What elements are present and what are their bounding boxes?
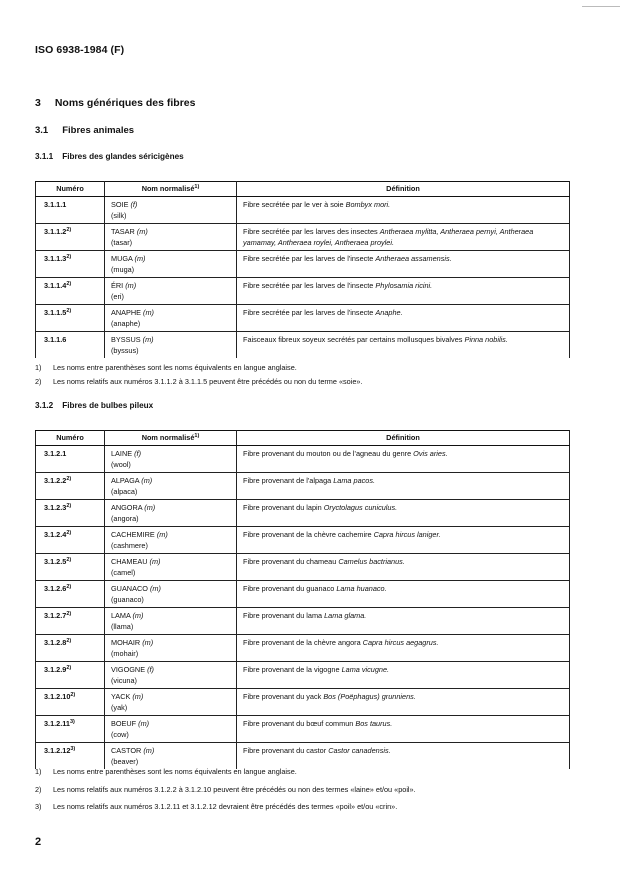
row-standard-name <box>105 581 237 608</box>
grammatical-gender: (m) <box>143 308 154 317</box>
fibre-name: VIGOGNE <box>111 665 146 674</box>
header-numero: Numéro <box>36 431 105 446</box>
definition-text: Fibre provenant du lama <box>243 611 325 620</box>
row-definition <box>237 278 570 305</box>
row-standard-name <box>105 197 237 224</box>
row-standard-name <box>105 305 237 332</box>
footnote-text: Les noms relatifs aux numéros 3.1.2.2 à 3.1.2.10 peuvent être précédés ou non des termes «laine» et/ou «poil». <box>53 785 416 794</box>
row-number <box>36 608 105 635</box>
footnote-ref: 3) <box>70 746 76 752</box>
row-definition <box>237 689 570 716</box>
row-definition <box>237 743 570 770</box>
row-standard-name <box>105 332 237 359</box>
table-row <box>36 278 570 305</box>
footnote-text: Les noms relatifs aux numéros 3.1.2.11 et 3.1.2.12 devraient être précédés des termes «poil» et/ou «crin». <box>53 802 398 811</box>
header-numero: Numéro <box>36 182 105 197</box>
footnote-ref: 2) <box>70 692 76 698</box>
row-definition <box>237 500 570 527</box>
table-row <box>36 305 570 332</box>
fibre-name: BOEUF <box>111 719 137 728</box>
footnote-ref: 2) <box>66 254 72 260</box>
row-definition <box>237 305 570 332</box>
english-name: (beaver) <box>111 756 139 766</box>
species-name: Lama pacos. <box>333 476 376 485</box>
row-definition <box>237 446 570 473</box>
row-number-text: 3.1.2.5 <box>44 557 67 566</box>
grammatical-gender: (m) <box>144 503 156 512</box>
english-name: (wool) <box>111 459 131 469</box>
grammatical-gender: (m) <box>142 335 154 344</box>
section-3-1-2-heading <box>35 401 153 410</box>
english-name: (camel) <box>111 567 136 577</box>
species-name: Ovis aries. <box>413 449 448 458</box>
footnote-ref: 1) <box>194 433 200 439</box>
english-name: (byssus) <box>111 345 139 355</box>
definition-text: Fibre provenant du guanaco <box>243 584 337 593</box>
table-row <box>36 527 570 554</box>
footnote-ref: 1) <box>194 184 200 190</box>
table-row <box>36 500 570 527</box>
definition-text: Fibre provenant de l'alpaga <box>243 476 334 485</box>
footnote-ref: 2) <box>66 281 72 287</box>
row-standard-name <box>105 716 237 743</box>
section-3-1-heading <box>35 125 134 136</box>
row-number <box>36 500 105 527</box>
fibre-name: CACHEMIRE <box>111 530 155 539</box>
fibre-name: CHAMEAU <box>111 557 148 566</box>
fibre-name: LAMA <box>111 611 131 620</box>
fibre-name: GUANACO <box>111 584 148 593</box>
table-row <box>36 446 570 473</box>
page-number: 2 <box>35 836 42 848</box>
english-name: (eri) <box>111 291 124 301</box>
species-name: Oryctolagus cuniculus. <box>323 503 398 512</box>
row-number-text: 3.1.2.9 <box>44 665 67 674</box>
definition-text: Fibre provenant du mouton ou de l'agneau du genre <box>243 449 414 458</box>
row-definition <box>237 608 570 635</box>
row-number-text: 3.1.1.5 <box>44 308 67 317</box>
species-name: Castor canadensis. <box>328 746 391 755</box>
species-name: Antheraea assamensis. <box>375 254 452 263</box>
table-row <box>36 689 570 716</box>
table-row <box>36 581 570 608</box>
table-row <box>36 554 570 581</box>
table-header-row <box>36 182 570 197</box>
row-standard-name <box>105 446 237 473</box>
row-standard-name <box>105 473 237 500</box>
fibre-name: ÉRI <box>111 281 124 290</box>
row-standard-name <box>105 635 237 662</box>
definition-text: Fibre provenant du yack <box>243 692 324 701</box>
table-row <box>36 473 570 500</box>
row-number <box>36 527 105 554</box>
species-name: Lama vicugne. <box>341 665 390 674</box>
english-name: (muga) <box>111 264 135 274</box>
row-definition <box>237 527 570 554</box>
definition-text: Fibre provenant du lapin <box>243 503 324 512</box>
footnote-ref: 2) <box>66 557 72 563</box>
row-number <box>36 635 105 662</box>
row-number-text: 3.1.2.6 <box>44 584 67 593</box>
species-name: Lama glama. <box>324 611 367 620</box>
row-definition <box>237 554 570 581</box>
footnote-text: Les noms entre parenthèses sont les noms équivalents en langue anglaise. <box>53 363 297 372</box>
species-name: Bos (Poëphagus) grunniens. <box>323 692 416 701</box>
table-header-row <box>36 431 570 446</box>
section-title: Fibres des glandes séricigènes <box>62 152 184 161</box>
definition-text: Fibre provenant de la chèvre angora <box>243 638 363 647</box>
definition-text: Fibre provenant de la chèvre cachemire <box>243 530 374 539</box>
section-3-1-1-heading <box>35 152 184 161</box>
table-row <box>36 197 570 224</box>
definition-text: Faisceaux fibreux soyeux secrétés par certains mollusques bivalves <box>243 335 465 344</box>
species-name: Camelus bactrianus. <box>338 557 405 566</box>
footnote-ref: 2) <box>66 503 72 509</box>
section-number: 3.1.1 <box>35 152 54 161</box>
english-name: (tasar) <box>111 237 133 247</box>
definition-text: Fibre secrétée par les larves des insectes <box>243 227 380 236</box>
english-name: (guanaco) <box>111 594 144 604</box>
grammatical-gender: (f) <box>134 449 142 458</box>
section-title: Noms génériques des fibres <box>54 97 196 109</box>
row-number <box>36 278 105 305</box>
fibre-name: ANAPHE <box>111 308 142 317</box>
species-name: Anaphe. <box>375 308 403 317</box>
grammatical-gender: (m) <box>136 227 148 236</box>
fibre-name: MUGA <box>111 254 133 263</box>
row-number <box>36 305 105 332</box>
row-number <box>36 446 105 473</box>
species-name: Bombyx mori. <box>345 200 391 209</box>
section-title: Fibres animales <box>62 125 135 136</box>
grammatical-gender: (m) <box>149 584 161 593</box>
row-number <box>36 716 105 743</box>
top-rule <box>582 6 620 7</box>
footnote-mark: 2) <box>35 785 42 794</box>
fibre-name: TASAR <box>111 227 135 236</box>
species-name: Capra hircus laniger. <box>373 530 441 539</box>
footnote-ref: 3) <box>69 719 75 725</box>
fibre-name: ALPAGA <box>111 476 140 485</box>
row-standard-name <box>105 251 237 278</box>
header-definition: Définition <box>237 182 570 197</box>
table-row <box>36 332 570 359</box>
header-label: Nom normalisé <box>141 433 195 442</box>
row-number-text: 3.1.2.4 <box>44 530 67 539</box>
fibre-name: LAINE <box>111 449 133 458</box>
grammatical-gender: (f) <box>130 200 138 209</box>
section-number: 3 <box>35 97 41 109</box>
row-number <box>36 554 105 581</box>
row-number-text: 3.1.2.1 <box>44 449 67 458</box>
footnote-text: Les noms entre parenthèses sont les noms équivalents en langue anglaise. <box>53 767 297 776</box>
grammatical-gender: (m) <box>125 281 137 290</box>
species-name: Antheraea mylitta, Antheraea pernyi, Antheraea yamamay, Antheraea roylei, Antheraea proylei. <box>243 227 534 247</box>
footnote <box>35 377 363 386</box>
footnote-ref: 2) <box>66 308 72 314</box>
fibre-name: YACK <box>111 692 131 701</box>
row-standard-name <box>105 689 237 716</box>
footnote <box>35 785 416 794</box>
grammatical-gender: (m) <box>138 719 150 728</box>
document-id: ISO 6938-1984 (F) <box>35 44 125 56</box>
row-number <box>36 743 105 770</box>
header-definition: Définition <box>237 431 570 446</box>
row-number <box>36 197 105 224</box>
english-name: (llama) <box>111 621 134 631</box>
definition-text: Fibre provenant de la vigogne <box>243 665 342 674</box>
english-name: (cashmere) <box>111 540 148 550</box>
grammatical-gender: (m) <box>132 611 144 620</box>
footnote <box>35 802 397 811</box>
table-row <box>36 224 570 251</box>
fibre-name: CASTOR <box>111 746 142 755</box>
row-number-text: 3.1.1.2 <box>44 227 67 236</box>
table-row <box>36 635 570 662</box>
row-standard-name <box>105 608 237 635</box>
row-standard-name <box>105 662 237 689</box>
row-standard-name <box>105 527 237 554</box>
row-number <box>36 332 105 359</box>
species-name: Pinna nobilis. <box>464 335 508 344</box>
section-number: 3.1.2 <box>35 401 54 410</box>
definition-text: Fibre provenant du castor <box>243 746 329 755</box>
header-nom-normalise <box>105 182 237 197</box>
english-name: (mohair) <box>111 648 139 658</box>
section-title: Fibres de bulbes pileux <box>62 401 154 410</box>
footnote-ref: 2) <box>66 584 72 590</box>
row-definition <box>237 662 570 689</box>
species-name: Bos taurus. <box>355 719 393 728</box>
species-name: Capra hircus aegagrus. <box>362 638 439 647</box>
footnote <box>35 363 297 372</box>
row-number-text: 3.1.1.4 <box>44 281 67 290</box>
species-name: Phylosamia ricini. <box>375 281 433 290</box>
header-nom-normalise <box>105 431 237 446</box>
grammatical-gender: (m) <box>134 254 146 263</box>
definition-text: Fibre secrétée par les larves de l'insecte <box>243 308 376 317</box>
row-definition <box>237 251 570 278</box>
section-number: 3.1 <box>35 125 49 136</box>
row-number <box>36 689 105 716</box>
fibre-name: SOIE <box>111 200 129 209</box>
definition-text: Fibre secrétée par les larves de l'insecte <box>243 254 376 263</box>
header-label: Nom normalisé <box>141 184 195 193</box>
row-definition <box>237 197 570 224</box>
footnote-text: Les noms relatifs aux numéros 3.1.1.2 à 3.1.1.5 peuvent être précédés ou non du terme «soie». <box>53 377 363 386</box>
row-number-text: 3.1.2.8 <box>44 638 67 647</box>
grammatical-gender: (f) <box>147 665 154 674</box>
fibre-name: ANGORA <box>111 503 143 512</box>
row-number-text: 3.1.1.6 <box>44 335 67 344</box>
grammatical-gender: (m) <box>142 638 154 647</box>
row-standard-name <box>105 554 237 581</box>
table-row <box>36 608 570 635</box>
row-definition <box>237 332 570 359</box>
table-row <box>36 743 570 770</box>
footnote-mark: 1) <box>35 767 42 776</box>
footnote-mark: 2) <box>35 377 42 386</box>
row-number-text: 3.1.1.3 <box>44 254 67 263</box>
row-number <box>36 662 105 689</box>
english-name: (yak) <box>111 702 128 712</box>
table-row <box>36 662 570 689</box>
footnote-ref: 2) <box>66 611 72 617</box>
grammatical-gender: (m) <box>156 530 168 539</box>
footnote-ref: 2) <box>66 530 72 536</box>
table-row <box>36 251 570 278</box>
english-name: (vicuna) <box>111 675 137 685</box>
english-name: (silk) <box>111 210 127 220</box>
row-number <box>36 224 105 251</box>
definition-text: Fibre secrétée par les larves de l'insecte <box>243 281 376 290</box>
row-number-text: 3.1.2.10 <box>44 692 71 701</box>
row-standard-name <box>105 500 237 527</box>
row-number-text: 3.1.1.1 <box>44 200 67 209</box>
footnote-ref: 2) <box>66 665 72 671</box>
row-number-text: 3.1.2.11 <box>44 719 70 728</box>
footnote <box>35 767 297 776</box>
footnote-ref: 2) <box>66 476 72 482</box>
row-standard-name <box>105 224 237 251</box>
table-row <box>36 716 570 743</box>
footnote-mark: 1) <box>35 363 42 372</box>
english-name: (alpaca) <box>111 486 138 496</box>
row-number <box>36 473 105 500</box>
grammatical-gender: (m) <box>141 476 153 485</box>
row-number-text: 3.1.2.12 <box>44 746 71 755</box>
grammatical-gender: (m) <box>149 557 161 566</box>
section-3-heading <box>35 97 195 109</box>
footnote-ref: 2) <box>66 638 72 644</box>
row-definition <box>237 581 570 608</box>
row-standard-name <box>105 743 237 770</box>
footnote-mark: 3) <box>35 802 42 811</box>
footnote-ref: 2) <box>66 227 72 233</box>
fibre-name: MOHAIR <box>111 638 141 647</box>
row-number-text: 3.1.2.7 <box>44 611 67 620</box>
table-hair-fibres <box>35 430 570 769</box>
english-name: (anaphe) <box>111 318 141 328</box>
row-definition <box>237 716 570 743</box>
row-number <box>36 581 105 608</box>
table-silk-fibres <box>35 181 570 358</box>
definition-text: Fibre provenant du chameau <box>243 557 339 566</box>
row-number <box>36 251 105 278</box>
row-number-text: 3.1.2.2 <box>44 476 67 485</box>
row-definition <box>237 635 570 662</box>
grammatical-gender: (m) <box>143 746 155 755</box>
row-standard-name <box>105 278 237 305</box>
english-name: (angora) <box>111 513 139 523</box>
definition-text: Fibre provenant du bœuf commun <box>243 719 356 728</box>
grammatical-gender: (m) <box>132 692 144 701</box>
row-definition <box>237 224 570 251</box>
row-definition <box>237 473 570 500</box>
fibre-name: BYSSUS <box>111 335 141 344</box>
english-name: (cow) <box>111 729 129 739</box>
species-name: Lama huanaco. <box>336 584 387 593</box>
row-number-text: 3.1.2.3 <box>44 503 67 512</box>
definition-text: Fibre secrétée par le ver à soie <box>243 200 346 209</box>
